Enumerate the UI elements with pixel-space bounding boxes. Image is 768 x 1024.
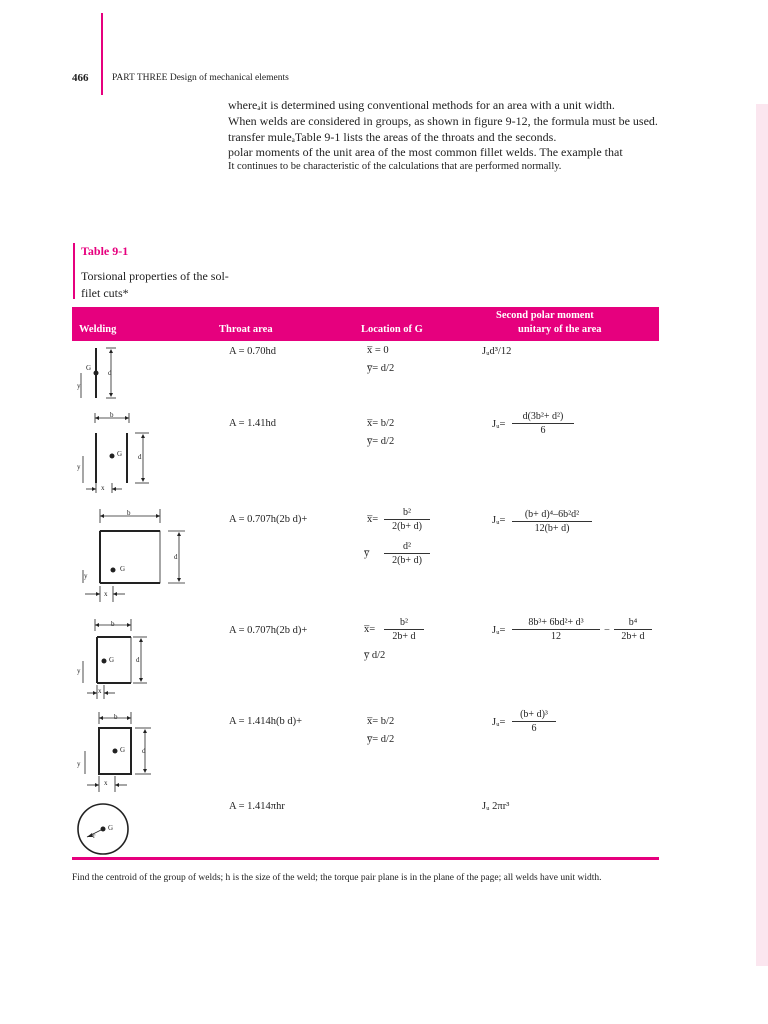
table-caption-line: filet cuts* <box>81 286 129 300</box>
label-d: d <box>138 453 142 461</box>
polar-moment-fraction <box>512 616 600 643</box>
polar-moment-label: Jᵤ= <box>492 515 506 526</box>
weld-diagram-bracket <box>75 617 165 707</box>
polar-moment-fraction-2 <box>614 616 652 643</box>
location-y-cell: y̅= d/2 <box>367 734 395 745</box>
label-y: y <box>77 667 81 675</box>
throat-area-cell: A = 1.414πhr <box>229 801 285 812</box>
table-bottom-rule <box>72 857 659 860</box>
location-x-fraction <box>384 616 424 643</box>
label-d: d <box>142 747 146 755</box>
fraction-numerator: b² <box>384 616 424 630</box>
label-b: b <box>110 411 114 419</box>
label-y: y <box>77 382 81 390</box>
throat-area-cell: A = 1.41hd <box>229 418 277 429</box>
location-x-cell: x̅= b/2 <box>367 716 395 727</box>
location-x-cell: x̅= <box>364 624 376 635</box>
weld-diagram-two-verticals <box>75 413 155 493</box>
fraction-denominator: 6 <box>531 723 537 734</box>
polar-moment-fraction <box>512 508 592 535</box>
throat-area-cell: A = 0.70hd <box>229 346 277 357</box>
intro-line: It continues to be characteristic of the calculations that are performed normally. <box>228 161 562 172</box>
label-g: G <box>108 824 114 832</box>
fraction-denominator: 2(b+ d) <box>392 521 422 532</box>
label-d: d <box>136 656 140 664</box>
header-accent-line <box>101 13 103 95</box>
fraction-numerator: 8b³+ 6bd²+ d³ <box>512 616 600 630</box>
label-r: r <box>93 832 96 840</box>
intro-line: transfer muleₐTable 9-1 lists the areas of the throats and the seconds. <box>228 130 557 144</box>
polar-moment-fraction <box>512 410 574 437</box>
fraction-denominator: 6 <box>540 425 546 436</box>
polar-moment-cell: Jᵤ 2πr³ <box>482 801 510 812</box>
table-footnote: Find the centroid of the group of welds; h is the size of the weld; the torque pair plane is in the plane of the page; all welds have unit width. <box>72 873 602 883</box>
label-b: b <box>127 509 131 517</box>
fraction-denominator: 12(b+ d) <box>534 523 570 534</box>
label-g: G <box>120 746 126 754</box>
label-x: x <box>104 590 108 598</box>
page-edge-sidebar <box>756 104 768 966</box>
label-y: y <box>84 572 88 580</box>
weld-diagram-box <box>75 712 165 802</box>
throat-area-cell: A = 1.414h(b d)+ <box>229 716 303 727</box>
location-x-cell: x̅= <box>367 514 379 525</box>
label-b: b <box>114 713 118 721</box>
label-d: d <box>174 553 178 561</box>
label-g: G <box>120 565 126 573</box>
polar-moment-cell: Jᵤd³/12 <box>482 346 512 357</box>
minus-sign: − <box>604 625 610 636</box>
fraction-numerator: b² <box>384 506 430 520</box>
polar-moment-label: Jᵤ= <box>492 625 506 636</box>
header-location: Location of G <box>361 324 423 335</box>
table-caption <box>81 268 256 302</box>
location-y-cell: y̅= d/2 <box>367 363 395 374</box>
label-d: d <box>108 369 112 377</box>
polar-moment-label: Jᵤ= <box>492 419 506 430</box>
polar-moment-label: Jᵤ= <box>492 717 506 728</box>
fraction-denominator: 2b+ d <box>392 631 416 642</box>
location-y-fraction <box>384 540 430 567</box>
weld-diagram-vertical-line <box>75 345 135 405</box>
label-x: x <box>98 687 102 695</box>
fraction-numerator: (b+ d)³ <box>512 708 556 722</box>
location-x-cell: x̅ = 0 <box>367 345 389 356</box>
location-y-cell: y̅ <box>364 548 370 559</box>
fraction-denominator: 12 <box>551 631 561 642</box>
throat-area-cell: A = 0.707h(2b d)+ <box>229 514 308 525</box>
intro-line: polar moments of the unit area of the most common fillet welds. The example that <box>228 145 623 159</box>
fraction-numerator: d² <box>384 540 430 554</box>
table-label: Table 9-1 <box>81 244 129 258</box>
label-b: b <box>111 620 115 628</box>
header-throat-area: Throat area <box>219 324 273 335</box>
location-y-cell: y̅= d/2 <box>367 436 395 447</box>
fraction-denominator: 2b+ d <box>621 631 645 642</box>
table-label-accent-line <box>73 243 75 299</box>
label-g: G <box>86 364 92 372</box>
header-polar-moment-2: unitary of the area <box>518 324 602 335</box>
running-head: PART THREE Design of mechanical elements <box>112 73 289 83</box>
header-polar-moment-1: Second polar moment <box>496 310 594 321</box>
label-g: G <box>109 656 115 664</box>
fraction-numerator: d(3b²+ d²) <box>512 410 574 424</box>
label-y: y <box>77 760 81 768</box>
page-number: 466 <box>72 72 89 84</box>
intro-line: whereₐit is determined using conventional methods for an area with a unit width. <box>228 98 615 112</box>
fraction-numerator: b⁴ <box>614 616 652 630</box>
location-x-fraction <box>384 506 430 533</box>
throat-area-cell: A = 0.707h(2b d)+ <box>229 625 308 636</box>
table-caption-line: Torsional properties of the sol- <box>81 269 229 283</box>
fraction-numerator: (b+ d)⁴–6b²d² <box>512 508 592 522</box>
header-welding: Welding <box>79 324 117 335</box>
location-x-cell: x̅= b/2 <box>367 418 395 429</box>
label-y: y <box>77 463 81 471</box>
fraction-denominator: 2(b+ d) <box>392 555 422 566</box>
label-x: x <box>101 484 105 492</box>
polar-moment-fraction <box>512 708 556 735</box>
intro-line: When welds are considered in groups, as shown in figure 9-12, the formula must be used. <box>228 114 658 128</box>
label-x: x <box>104 779 108 787</box>
weld-diagram-circle <box>75 801 135 861</box>
label-g: G <box>117 450 123 458</box>
location-y-cell: y̅ d/2 <box>364 650 386 661</box>
